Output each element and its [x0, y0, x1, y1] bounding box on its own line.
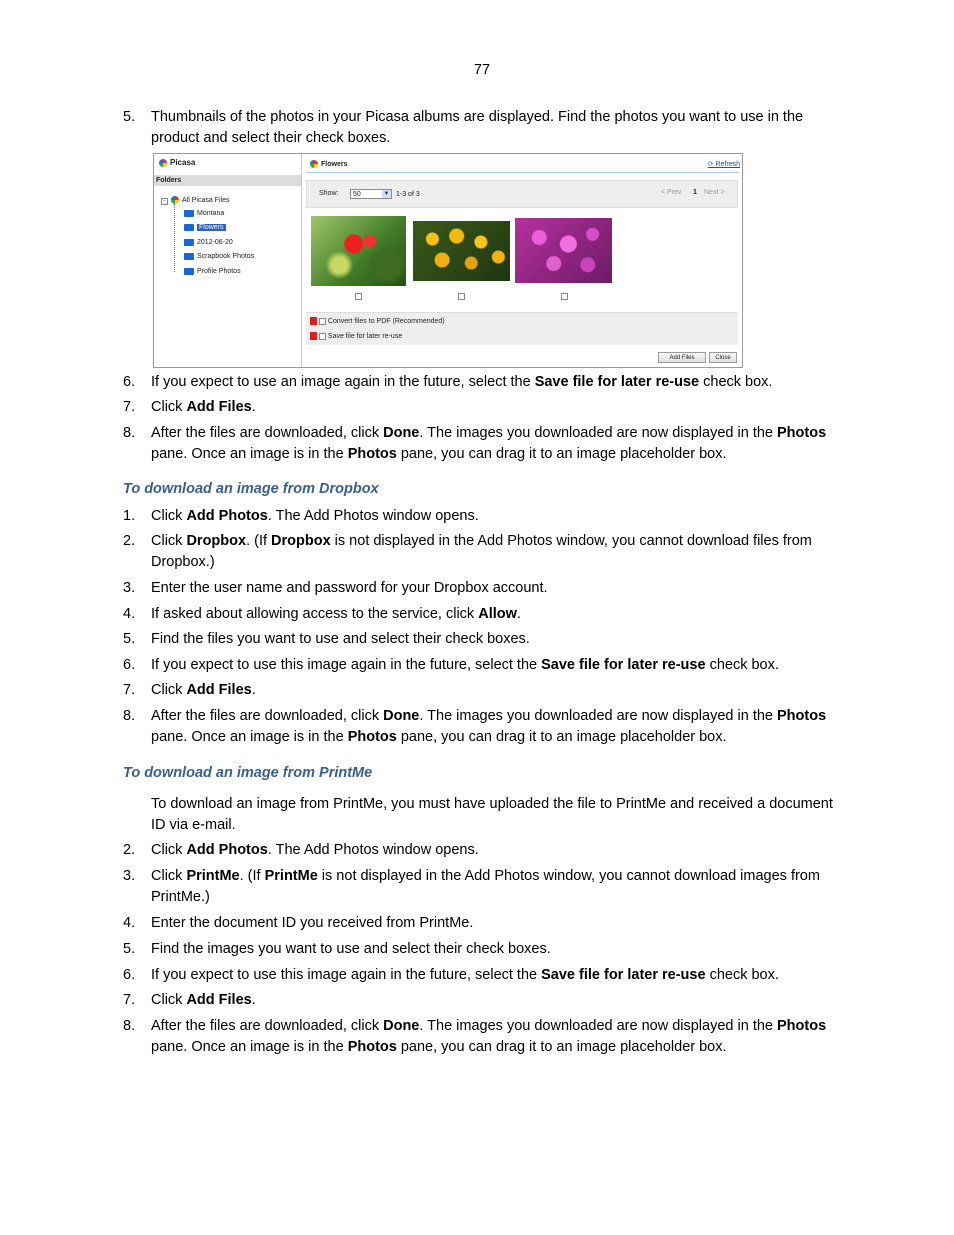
- option-convert-pdf[interactable]: Convert files to PDF (Recommended): [310, 317, 445, 325]
- list-item: 6. If you expect to use this image again in the future, select the Save file for later re-use check box.: [123, 967, 779, 983]
- list-item: 3. Click PrintMe. (If PrintMe is not displayed in the Add Photos window, you cannot download images from PrintMe.): [123, 868, 820, 905]
- printme-heading: To download an image from PrintMe: [123, 765, 373, 781]
- show-label: Show:: [319, 190, 339, 197]
- save-icon: [310, 332, 317, 340]
- tree-root[interactable]: − All Picasa Files: [161, 196, 229, 205]
- range-label: 1-3 of 3: [396, 191, 420, 198]
- folder-pane: [154, 154, 302, 367]
- steps-mid: [123, 372, 838, 465]
- list-item: 8. After the files are downloaded, click Done. The images you downloaded are now displayed in the Photos pane. Once an image is in the Photos pane, you can drag it to an image placeholder box.: [123, 425, 827, 462]
- folder-icon: [184, 239, 194, 246]
- steps-top: [123, 107, 838, 149]
- option-save-file[interactable]: Save file for later re-use: [310, 332, 402, 340]
- divider: [306, 172, 738, 173]
- list-item: 7. Click Add Files.: [123, 992, 256, 1008]
- next-link[interactable]: Next >: [704, 189, 725, 196]
- printme-steps: [123, 840, 838, 1058]
- refresh-link[interactable]: ⟳ Refresh: [707, 161, 740, 168]
- dropbox-heading: To download an image from Dropbox: [123, 481, 379, 497]
- collapse-icon[interactable]: −: [161, 198, 168, 205]
- folder-icon: [184, 268, 194, 275]
- folder-item-flowers[interactable]: Flowers: [184, 223, 226, 233]
- add-files-button[interactable]: Add Files: [658, 352, 706, 363]
- folder-icon: [184, 210, 194, 217]
- folder-item-profile-photos[interactable]: Profile Photos: [184, 267, 241, 277]
- chevron-down-icon: ▼: [383, 191, 390, 197]
- list-item: 4. Enter the document ID you received from PrintMe.: [123, 915, 474, 931]
- step-number: 5.: [123, 109, 136, 125]
- photo-checkbox[interactable]: [355, 293, 362, 300]
- list-item: 2. Click Add Photos. The Add Photos window opens.: [123, 842, 479, 858]
- folders-header: Folders: [154, 175, 301, 186]
- app-title: Picasa: [159, 158, 195, 167]
- list-item: 8. After the files are downloaded, click Done. The images you downloaded are now displayed in the Photos pane. Once an image is in the Photos pane, you can drag it to an image placeholder box.: [123, 708, 827, 745]
- album-title: Flowers: [310, 160, 347, 168]
- page-indicator: 1: [693, 189, 697, 196]
- list-item: 7. Click Add Files.: [123, 399, 256, 415]
- refresh-icon: ⟳: [707, 161, 714, 168]
- picasa-screenshot: [153, 153, 743, 368]
- photo-thumbnail[interactable]: [515, 218, 612, 283]
- picasa-icon: [310, 160, 318, 168]
- list-item: 4. If asked about allowing access to the service, click Allow.: [123, 606, 521, 622]
- step-text: Thumbnails of the photos in your Picasa albums are displayed. Find the photos you want to use in the product and select their check boxes.: [151, 109, 804, 146]
- printme-intro: To download an image from PrintMe, you must have uploaded the file to PrintMe and received a document ID via e-mail.: [151, 796, 833, 833]
- folder-item-scrapbook-photos[interactable]: Scrapbook Photos: [184, 252, 254, 262]
- photo-thumbnail[interactable]: [413, 221, 510, 281]
- list-item: [123, 107, 838, 149]
- album-toolbar: [306, 180, 738, 208]
- options-panel: [306, 312, 738, 345]
- photo-thumbnail[interactable]: [311, 216, 406, 286]
- list-item: 6. If you expect to use an image again in the future, select the Save file for later re-use check box.: [123, 374, 773, 390]
- list-item: 6. If you expect to use this image again in the future, select the Save file for later re-use check box.: [123, 657, 779, 673]
- list-item: 1. Click Add Photos. The Add Photos window opens.: [123, 508, 479, 524]
- list-item: 3. Enter the user name and password for your Dropbox account.: [123, 580, 548, 596]
- save-checkbox[interactable]: [319, 333, 326, 340]
- prev-link[interactable]: < Prev: [661, 189, 682, 196]
- folder-item-2012-06-20[interactable]: 2012-06-20: [184, 238, 233, 248]
- list-item: 8. After the files are downloaded, click Done. The images you downloaded are now displayed in the Photos pane. Once an image is in the Photos pane, you can drag it to an image placeholder box.: [123, 1018, 827, 1055]
- dropbox-steps: [123, 506, 838, 748]
- close-button[interactable]: Close: [709, 352, 737, 363]
- folder-icon: [184, 253, 194, 260]
- tree-line: [174, 204, 175, 272]
- picasa-icon: [171, 196, 179, 204]
- pdf-icon: [310, 317, 317, 325]
- show-select[interactable]: 50 ▼: [350, 189, 392, 199]
- folder-icon: [184, 224, 194, 231]
- album-pane: [302, 154, 742, 367]
- page-number: 77: [473, 62, 491, 78]
- list-item: 5. Find the files you want to use and select their check boxes.: [123, 631, 530, 647]
- list-item: 7. Click Add Files.: [123, 682, 256, 698]
- photo-checkbox[interactable]: [458, 293, 465, 300]
- list-item: 2. Click Dropbox. (If Dropbox is not displayed in the Add Photos window, you cannot download files from Dropbox.): [123, 533, 812, 570]
- folder-item-montana[interactable]: Montana: [184, 209, 224, 219]
- photo-checkbox[interactable]: [561, 293, 568, 300]
- list-item: 5. Find the images you want to use and select their check boxes.: [123, 941, 551, 957]
- picasa-icon: [159, 159, 167, 167]
- pdf-checkbox[interactable]: [319, 318, 326, 325]
